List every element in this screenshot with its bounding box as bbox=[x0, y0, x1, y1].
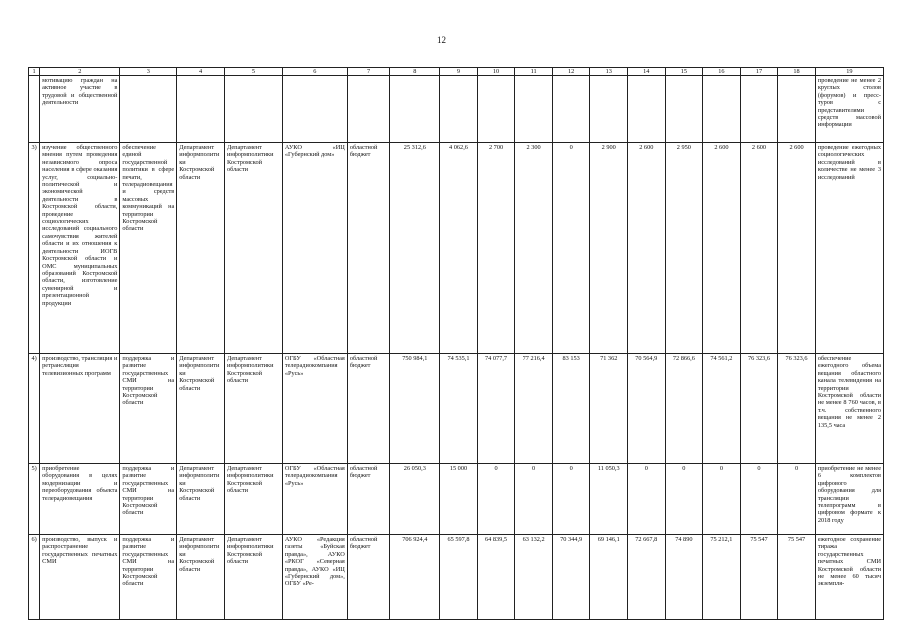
amount-cell: 77 216,4 bbox=[515, 354, 553, 464]
amount-cell: 0 bbox=[665, 464, 703, 535]
amount-cell: 0 bbox=[628, 464, 666, 535]
goal-cell: обеспечение единой государственной политики в сфере печати, телерадиовещания и средств массовых коммуникаций на территории Костромской области bbox=[120, 143, 177, 354]
table-row bbox=[29, 464, 884, 535]
funding-source-cell bbox=[347, 76, 390, 143]
amount-cell: 25 312,6 bbox=[390, 143, 440, 354]
amount-cell: 2 600 bbox=[740, 143, 778, 354]
item-number-cell: 4) bbox=[29, 354, 40, 464]
activity-name-cell: приобретение оборудования в целях модернизации и переоборудования объекта телерадиовещания bbox=[40, 464, 120, 535]
amount-cell: 65 597,8 bbox=[440, 535, 478, 620]
amount-cell: 0 bbox=[778, 464, 816, 535]
co-executor-cell: Департамент информполитики Костромской области bbox=[224, 143, 282, 354]
amount-cell: 0 bbox=[477, 464, 515, 535]
column-header: 13 bbox=[590, 68, 628, 76]
amount-cell: 76 323,6 bbox=[740, 354, 778, 464]
amount-cell: 74 890 bbox=[665, 535, 703, 620]
activity-name-cell: изучение общественного мнения путем проведения независимого опроса населения в сфере оказания услуг, социально-политической и экономической деятельности в Костромской области, проведение социологических исследований социального самочувствия жителей области и их отношения к деятельности ИОГВ Костромской области и ОМС муниципальных образований Костромской области, изготовление сувенирной и презентационной продукции bbox=[40, 143, 120, 354]
amount-cell: 11 050,3 bbox=[590, 464, 628, 535]
expected-result-cell: проведение не менее 2 круглых столов (форумов) и пресс-туров с представителями средств массовой информации bbox=[815, 76, 883, 143]
activity-name-cell: мотивацию граждан на активное участие в трудовой и общественной деятельности bbox=[40, 76, 120, 143]
amount-cell: 2 700 bbox=[477, 143, 515, 354]
amount-cell bbox=[552, 76, 590, 143]
co-executor-cell: Департамент информполитики Костромской области bbox=[224, 464, 282, 535]
funding-source-cell: областной бюджет bbox=[347, 464, 390, 535]
co-executor-cell bbox=[224, 76, 282, 143]
activity-name-cell: производство, выпуск и распространение государственных печатных СМИ bbox=[40, 535, 120, 620]
page-number: 12 bbox=[437, 35, 446, 45]
amount-cell: 74 561,2 bbox=[703, 354, 741, 464]
column-header: 3 bbox=[120, 68, 177, 76]
amount-cell bbox=[665, 76, 703, 143]
amount-cell: 63 132,2 bbox=[515, 535, 553, 620]
amount-cell: 70 344,9 bbox=[552, 535, 590, 620]
participant-cell: ОГБУ «Областная телерадиокомпания «Русь» bbox=[282, 464, 347, 535]
amount-cell: 83 153 bbox=[552, 354, 590, 464]
table-row bbox=[29, 143, 884, 354]
column-header: 12 bbox=[552, 68, 590, 76]
responsible-executor-cell: Департамент информполитики Костромской области bbox=[177, 354, 225, 464]
column-header: 7 bbox=[347, 68, 390, 76]
amount-cell: 0 bbox=[703, 464, 741, 535]
responsible-executor-cell: Департамент информполитики Костромской области bbox=[177, 464, 225, 535]
responsible-executor-cell bbox=[177, 76, 225, 143]
amount-cell: 0 bbox=[740, 464, 778, 535]
amount-cell: 2 600 bbox=[628, 143, 666, 354]
amount-cell: 72 667,8 bbox=[628, 535, 666, 620]
column-header: 19 bbox=[815, 68, 883, 76]
amount-cell bbox=[703, 76, 741, 143]
amount-cell: 750 984,1 bbox=[390, 354, 440, 464]
table-row bbox=[29, 76, 884, 143]
amount-cell: 2 600 bbox=[703, 143, 741, 354]
amount-cell: 26 050,3 bbox=[390, 464, 440, 535]
amount-cell bbox=[590, 76, 628, 143]
amount-cell bbox=[778, 76, 816, 143]
column-number-header-row bbox=[29, 68, 884, 76]
expected-result-cell: обеспечение ежегодного объема вещания областного канала телевидения на территории Костромской области не менее 8 760 часов, в т.ч. собственного вещания не менее 2 135,5 часа bbox=[815, 354, 883, 464]
column-header: 5 bbox=[224, 68, 282, 76]
column-header: 15 bbox=[665, 68, 703, 76]
amount-cell bbox=[628, 76, 666, 143]
column-header: 9 bbox=[440, 68, 478, 76]
funding-source-cell: областной бюджет bbox=[347, 535, 390, 620]
column-header: 4 bbox=[177, 68, 225, 76]
amount-cell: 70 564,9 bbox=[628, 354, 666, 464]
table-row bbox=[29, 535, 884, 620]
participant-cell: АУКО «Редакция газеты «Буйская правда», АУКО «РКОГ «Северная правда», АУКО «ИЦ «Губернский дом», ОГБУ «Ре- bbox=[282, 535, 347, 620]
column-header: 1 bbox=[29, 68, 40, 76]
column-header: 10 bbox=[477, 68, 515, 76]
amount-cell: 15 000 bbox=[440, 464, 478, 535]
participant-cell: АУКО «ИЦ «Губернский дом» bbox=[282, 143, 347, 354]
amount-cell: 2 900 bbox=[590, 143, 628, 354]
column-header: 11 bbox=[515, 68, 553, 76]
amount-cell: 74 535,1 bbox=[440, 354, 478, 464]
funding-source-cell: областной бюджет bbox=[347, 354, 390, 464]
program-table bbox=[28, 67, 884, 620]
amount-cell bbox=[740, 76, 778, 143]
amount-cell bbox=[477, 76, 515, 143]
amount-cell bbox=[440, 76, 478, 143]
goal-cell: поддержка и развитие государственных СМИ на территории Костромской области bbox=[120, 535, 177, 620]
column-header: 2 bbox=[40, 68, 120, 76]
amount-cell: 75 212,1 bbox=[703, 535, 741, 620]
table-row bbox=[29, 354, 884, 464]
amount-cell: 75 547 bbox=[740, 535, 778, 620]
item-number-cell: 6) bbox=[29, 535, 40, 620]
amount-cell: 72 866,6 bbox=[665, 354, 703, 464]
amount-cell: 71 362 bbox=[590, 354, 628, 464]
amount-cell: 0 bbox=[552, 143, 590, 354]
expected-result-cell: ежегодное сохранение тиража государственных печатных СМИ Костромской области не менее 60 тысяч экземпля- bbox=[815, 535, 883, 620]
item-number-cell: 5) bbox=[29, 464, 40, 535]
column-header: 8 bbox=[390, 68, 440, 76]
amount-cell: 75 547 bbox=[778, 535, 816, 620]
column-header: 18 bbox=[778, 68, 816, 76]
goal-cell: поддержка и развитие государственных СМИ на территории Костромской области bbox=[120, 464, 177, 535]
goal-cell: поддержка и развитие государственных СМИ на территории Костромской области bbox=[120, 354, 177, 464]
column-header: 17 bbox=[740, 68, 778, 76]
column-header: 14 bbox=[628, 68, 666, 76]
funding-source-cell: областной бюджет bbox=[347, 143, 390, 354]
amount-cell: 2 950 bbox=[665, 143, 703, 354]
amount-cell: 4 062,6 bbox=[440, 143, 478, 354]
co-executor-cell: Департамент информполитики Костромской области bbox=[224, 535, 282, 620]
amount-cell: 0 bbox=[552, 464, 590, 535]
item-number-cell: 3) bbox=[29, 143, 40, 354]
item-number-cell bbox=[29, 76, 40, 143]
expected-result-cell: проведение ежегодных социологических исследований в количестве не менее 3 исследований bbox=[815, 143, 883, 354]
amount-cell: 706 924,4 bbox=[390, 535, 440, 620]
amount-cell bbox=[515, 76, 553, 143]
activity-name-cell: производство, трансляция и ретрансляция телевизионных программ bbox=[40, 354, 120, 464]
responsible-executor-cell: Департамент информполитики Костромской области bbox=[177, 143, 225, 354]
amount-cell: 0 bbox=[515, 464, 553, 535]
amount-cell: 76 323,6 bbox=[778, 354, 816, 464]
amount-cell: 64 839,5 bbox=[477, 535, 515, 620]
expected-result-cell: приобретение не менее 6 комплектов цифрового оборудования для трансляции телепрограмм в цифровом формате к 2018 году bbox=[815, 464, 883, 535]
participant-cell: ОГБУ «Областная телерадиокомпания «Русь» bbox=[282, 354, 347, 464]
amount-cell: 2 300 bbox=[515, 143, 553, 354]
co-executor-cell: Департамент информполитики Костромской области bbox=[224, 354, 282, 464]
responsible-executor-cell: Департамент информполитики Костромской области bbox=[177, 535, 225, 620]
participant-cell bbox=[282, 76, 347, 143]
amount-cell: 2 600 bbox=[778, 143, 816, 354]
amount-cell: 69 146,1 bbox=[590, 535, 628, 620]
column-header: 6 bbox=[282, 68, 347, 76]
goal-cell bbox=[120, 76, 177, 143]
amount-cell bbox=[390, 76, 440, 143]
column-header: 16 bbox=[703, 68, 741, 76]
amount-cell: 74 077,7 bbox=[477, 354, 515, 464]
